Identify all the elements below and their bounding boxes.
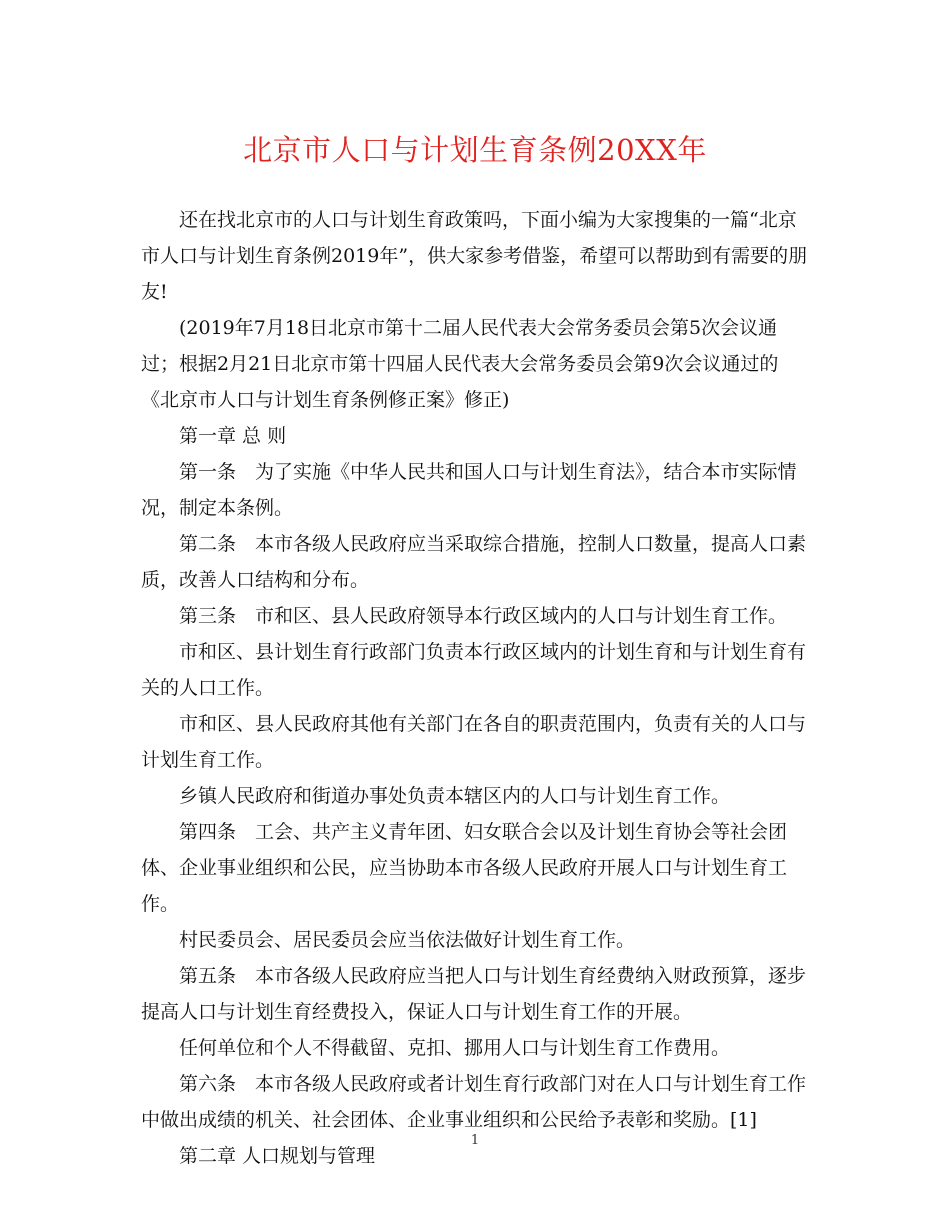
page-number: 1: [470, 1133, 480, 1148]
article-3-clause-2: 市和区、县计划生育行政部门负责本行政区域内的计划生育和与计划生育有关的人口工作。: [141, 641, 807, 699]
article-3-clause-3: 市和区、县人民政府其他有关部门在各自的职责范围内，负责有关的人口与计划生育工作。: [141, 713, 807, 771]
article-4-clause-2: 村民委员会、居民委员会应当依法做好计划生育工作。: [179, 929, 636, 951]
article-2: 第二条 本市各级人民政府应当采取综合措施，控制人口数量，提高人口素质，改善人口结构和分布。: [141, 533, 807, 591]
paragraph-intro: 还在找北京市的人口与计划生育政策吗，下面小编为大家搜集的一篇“北京市人口与计划生育条例2019年”，供大家参考借鉴，希望可以帮助到有需要的朋友!: [141, 209, 808, 303]
article-4: 第四条 工会、共产主义青年团、妇女联合会以及计划生育协会等社会团体、企业事业组织和公民，应当协助本市各级人民政府开展人口与计划生育工作。: [141, 821, 788, 915]
article-5: 第五条 本市各级人民政府应当把人口与计划生育经费纳入财政预算，逐步提高人口与计划生育经费投入，保证人口与计划生育工作的开展。: [141, 965, 807, 1023]
document-body: [141, 202, 810, 1174]
article-1: 第一条 为了实施《中华人民共和国人口与计划生育法》，结合本市实际情况，制定本条例。: [141, 461, 797, 519]
article-3: 第三条 市和区、县人民政府领导本行政区域内的人口与计划生育工作。: [179, 605, 788, 627]
paragraph-adoption-note: (2019年7月18日北京市第十二届人民代表大会常务委员会第5次会议通过；根据2月21日北京市第十四届人民代表大会常务委员会第9次会议通过的《北京市人口与计划生育条例修正案》修正): [141, 317, 779, 411]
article-5-clause-2: 任何单位和个人不得截留、克扣、挪用人口与计划生育工作费用。: [179, 1037, 731, 1059]
article-3-clause-4: 乡镇人民政府和街道办事处负责本辖区内的人口与计划生育工作。: [179, 785, 731, 807]
chapter-heading-2: 第二章 人口规划与管理: [179, 1145, 376, 1167]
chapter-heading-1: 第一章 总 则: [179, 425, 287, 447]
article-6: 第六条 本市各级人民政府或者计划生育行政部门对在人口与计划生育工作中做出成绩的机关、社会团体、企业事业组织和公民给予表彰和奖励。[1]: [141, 1073, 807, 1131]
document-title: 北京市人口与计划生育条例20XX年: [243, 133, 707, 167]
